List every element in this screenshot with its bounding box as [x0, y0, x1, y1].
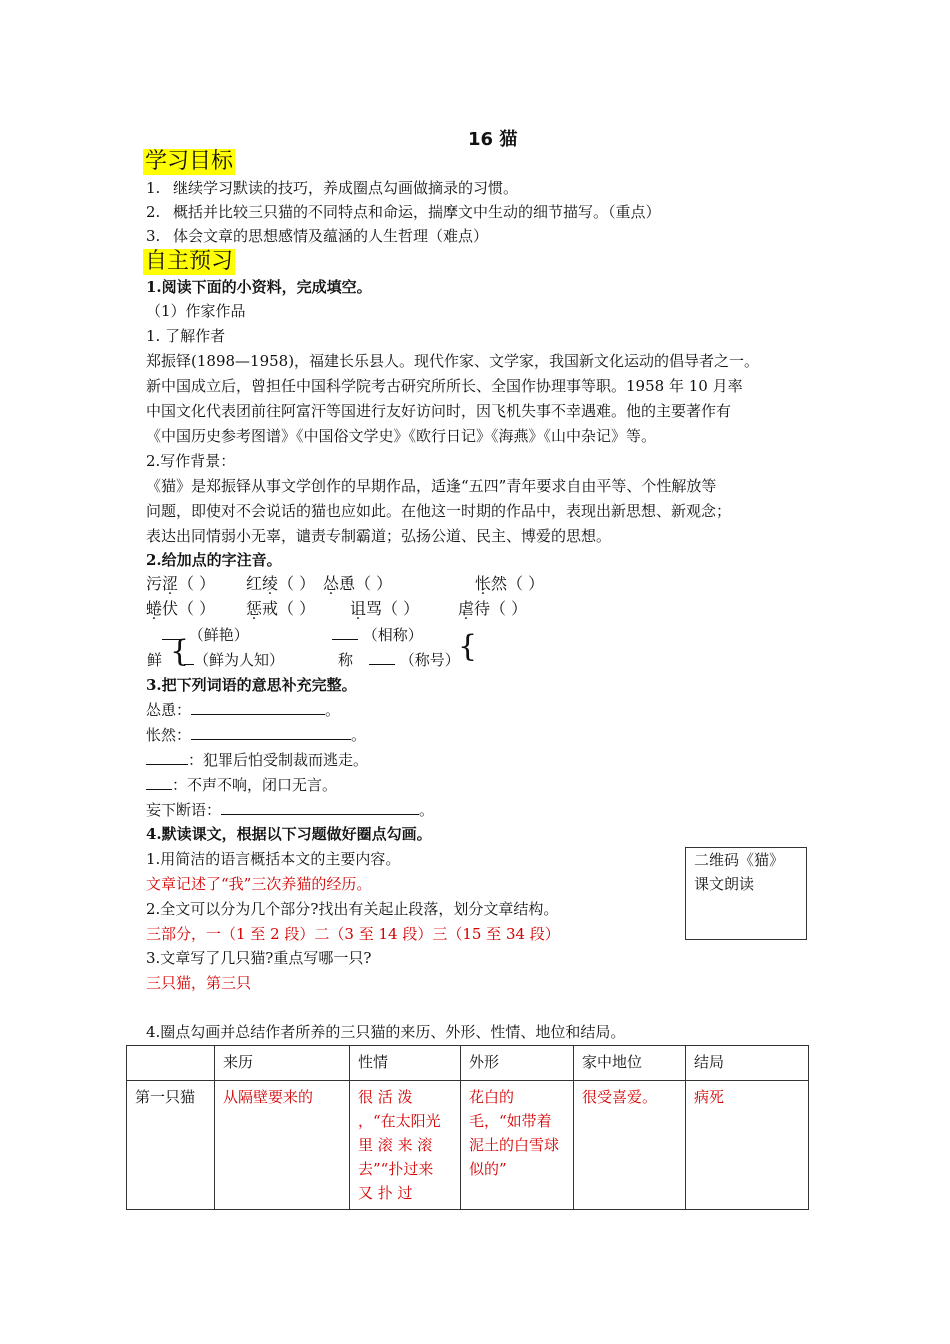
- table-header: 结局: [686, 1046, 809, 1081]
- table-row: [127, 1081, 809, 1210]
- table-cell: 很受喜爱。: [574, 1081, 686, 1210]
- goal-text: 体会文章的思想感情及蕴涵的人生哲理（难点）: [173, 227, 489, 245]
- qr-label: 课文朗读: [694, 875, 755, 893]
- preview-heading: 自主预习: [145, 249, 234, 274]
- goal-text: 概括并比较三只猫的不同特点和命运，揣摩文中生动的细节描写。（重点）: [173, 203, 661, 221]
- table-intro: 4.圈点勾画并总结作者所养的三只猫的来历、外形、性情、地位和结局。: [146, 1023, 626, 1041]
- table-cell: 花白的毛，“如带着泥土的白雪球似的”: [461, 1081, 574, 1210]
- author-line: 中国文化代表团前往阿富汗等国进行友好访问时，因飞机失事不幸遇难。他的主要著作有: [146, 402, 732, 420]
- polyphone-xian-a: （鲜艳）: [162, 625, 249, 645]
- author-line: 《中国历史参考图谱》《中国俗文学史》《欧行日记》《海燕》《山中杂记》等。: [146, 427, 657, 445]
- definition-item: ：犯罪后怕受制裁而逃走。: [146, 750, 368, 770]
- table-cell: 病死: [686, 1081, 809, 1210]
- question: 3.文章写了几只猫?重点写哪一只?: [146, 949, 372, 967]
- table-cell: 很 活 泼 ，“在太阳光里 滚 来 滚去”“扑过来 又 扑 过: [350, 1081, 461, 1210]
- background-line: 表达出同情弱小无辜，谴责专制霸道；弘扬公道、民主、博爱的思想。: [146, 527, 612, 545]
- table-cell: 第一只猫: [127, 1081, 215, 1210]
- table-header: 家中地位: [574, 1046, 686, 1081]
- cat-table: [126, 1045, 809, 1210]
- answer: 文章记述了“我”三次养猫的经历。: [146, 875, 372, 893]
- background-label: 2.写作背景：: [146, 452, 236, 470]
- pinyin-item: 惩戒（ ）: [246, 599, 316, 618]
- table-header: [127, 1046, 215, 1081]
- author-line: 郑振铎(1898—1958)，福建长乐县人。现代作家、文学家，我国新文化运动的倡导者之一。: [146, 352, 760, 370]
- goal-text: 继续学习默读的技巧，养成圈点勾画做摘录的习惯。: [173, 179, 519, 197]
- table-cell: 从隔壁要来的: [215, 1081, 350, 1210]
- brace-icon: {: [458, 629, 478, 664]
- polyphone-xian-b: （鲜为人知）: [184, 650, 284, 670]
- definition-item: 妄下断语： 。: [146, 801, 435, 819]
- background-line: 问题，即使对不会说话的猫也应如此。在他这一时期的作品中，表现出新思想、新观念；: [146, 502, 732, 520]
- goal-item: 1.: [146, 179, 161, 197]
- polyphone-cheng-a: （相称）: [332, 625, 423, 645]
- qr-code-box[interactable]: [685, 847, 807, 940]
- author-label: 1. 了解作者: [146, 327, 226, 345]
- pinyin-item: 诅骂（ ）: [350, 599, 420, 618]
- answer: 三只猫，第三只: [146, 974, 252, 992]
- brace-icon: {: [170, 634, 190, 669]
- question: 1.用简洁的语言概括本文的主要内容。: [146, 850, 401, 868]
- pinyin-item: 怂恿（ ）: [323, 574, 393, 593]
- polyphone-cheng-b: （称号）: [369, 650, 460, 670]
- goals-heading: 学习目标: [145, 149, 234, 174]
- q3-heading: 3.把下列词语的意思补充完整。: [146, 676, 357, 694]
- definition-item: ：不声不响，闭口无言。: [146, 775, 337, 795]
- question: 2.全文可以分为几个部分?找出有关起止段落，划分文章结构。: [146, 900, 559, 918]
- answer: 三部分，一（1 至 2 段）二（3 至 14 段）三（15 至 34 段）: [146, 925, 560, 943]
- pinyin-item: 蜷伏（ ）: [146, 599, 216, 618]
- q1-heading: 1.阅读下面的小资料，完成填空。: [146, 278, 372, 296]
- definition-item: 怂恿： 。: [146, 701, 341, 719]
- qr-label: 二维码《猫》: [694, 851, 785, 869]
- pinyin-item: 虐待（ ）: [458, 599, 528, 618]
- q2-heading: 2.给加点的字注音。: [146, 551, 282, 569]
- polyphone-xian-char: 鲜: [147, 651, 163, 669]
- polyphone-cheng-char: 称: [338, 651, 354, 669]
- table-header: 性情: [350, 1046, 461, 1081]
- table-header: 外形: [461, 1046, 574, 1081]
- pinyin-item: 红绫（ ）: [246, 574, 316, 593]
- pinyin-item: 怅然（ ）: [475, 574, 545, 593]
- author-line: 新中国成立后，曾担任中国科学院考古研究所所长、全国作协理事等职。1958 年 10 月率: [146, 377, 743, 395]
- goal-item: 3.: [146, 227, 161, 245]
- table-header: 来历: [215, 1046, 350, 1081]
- pinyin-item: 污涩（ ）: [146, 574, 216, 593]
- q4-heading: 4.默读课文，根据以下习题做好圈点勾画。: [146, 825, 432, 843]
- q1-subheading: （1）作家作品: [146, 302, 246, 320]
- page-title: 16 猫: [468, 129, 518, 150]
- goal-item: 2.: [146, 203, 161, 221]
- table-header-row: [127, 1046, 809, 1081]
- background-line: 《猫》是郑振铎从事文学创作的早期作品，适逢“五四”青年要求自由平等、个性解放等: [146, 477, 717, 495]
- definition-item: 怅然： 。: [146, 726, 367, 744]
